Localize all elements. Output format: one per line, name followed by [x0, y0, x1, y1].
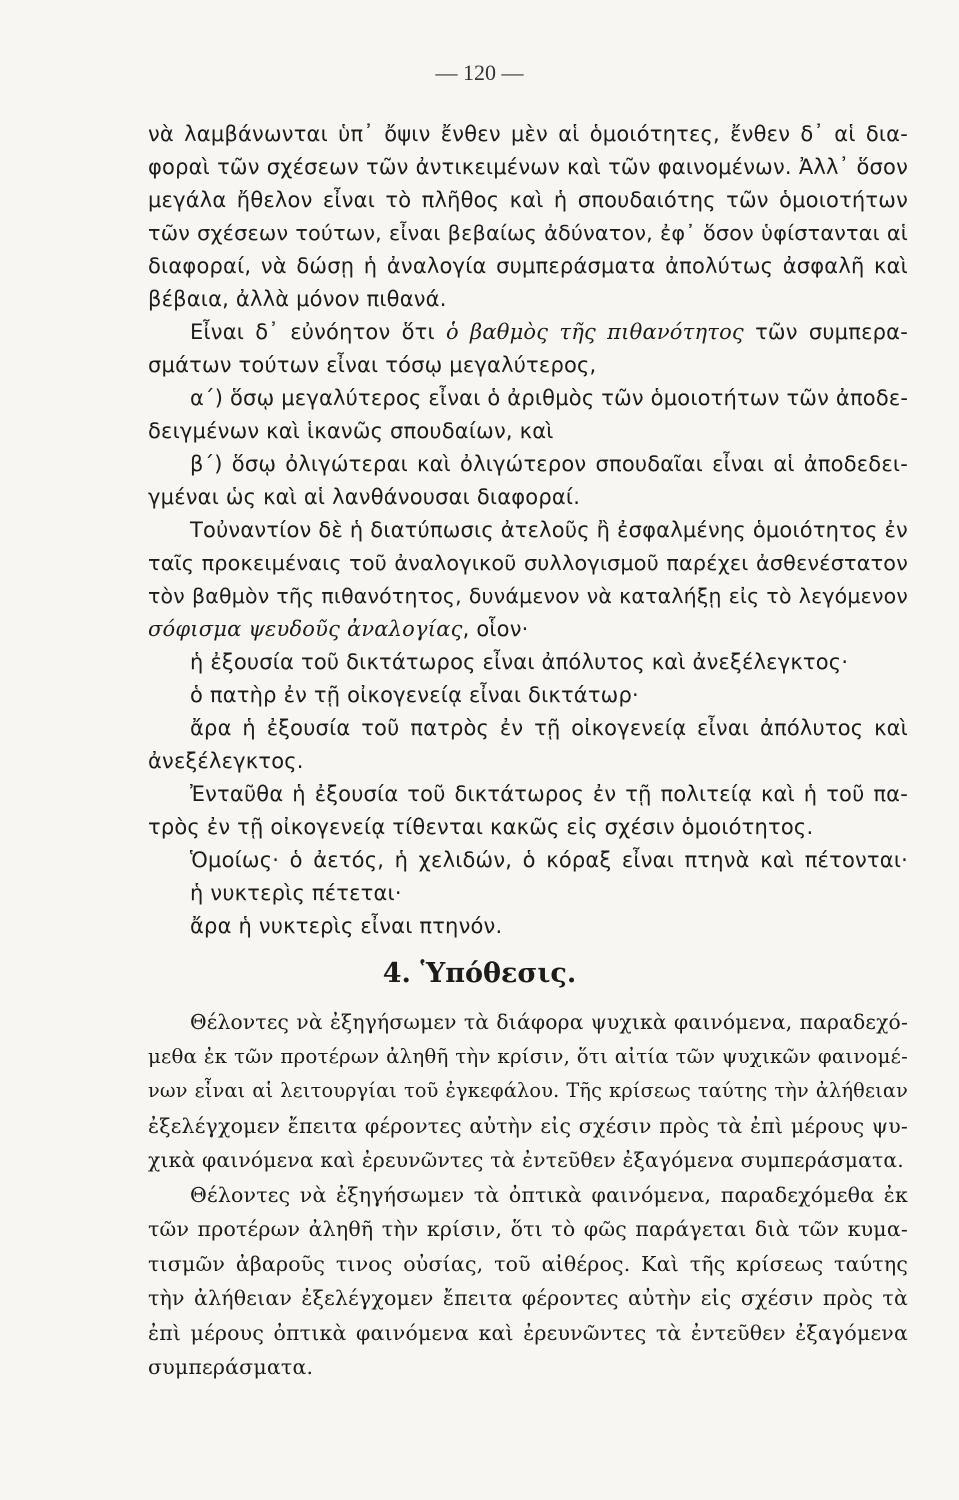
text-line: μεγάλα ἤθελον εἶναι τὸ πλῆθος καὶ ἡ σπουδαιότης τῶν ὁμοιοτήτων [148, 188, 908, 212]
text-line: βέβαια, ἀλλὰ μόνον πιθανά. [148, 287, 447, 311]
text-line: ἀνεξέλεγκτος. [148, 749, 304, 773]
text-line: ἡ ἐξουσία τοῦ δικτάτωρος εἶναι ἀπόλυτος καὶ ἀνεξέλεγκτος· [190, 650, 849, 674]
section-hypothesis-text [148, 1005, 908, 1385]
page-number: — 120 — [435, 60, 524, 85]
text-line: Ἐνταῦθα ἡ ἐξουσία τοῦ δικτάτωρος ἐν τῇ πολιτείᾳ καὶ ἡ τοῦ πα- [190, 782, 908, 806]
text-line: σμάτων τούτων εἶναι τόσῳ μεγαλύτερος, [148, 353, 597, 377]
text-line: ἄρα ἡ ἐξουσία τοῦ πατρὸς ἐν τῇ οἰκογενείᾳ εἶναι ἀπόλυτος καὶ [190, 716, 908, 740]
text-line: γμέναι ὡς καὶ αἱ λανθάνουσαι διαφοραί. [148, 485, 581, 509]
text-line: δειγμένων καὶ ἱκανῶς σπουδαίων, καὶ [148, 419, 554, 443]
text-line-mixed [148, 316, 908, 349]
section-analogy-text [148, 118, 908, 943]
text-line: χικὰ φαινόμενα καὶ ἐρευνῶντες τὰ ἐντεῦθεν ἐξαγόμενα συμπεράσματα. [148, 1148, 904, 1172]
text-line: τὸν βαθμὸν τῆς πιθανότητος, δυνάμενον νὰ καταλήξῃ εἰς τὸ λεγόμενον [148, 584, 908, 608]
text-line: α´) ὅσῳ μεγαλύτερος εἶναι ὁ ἀριθμὸς τῶν ὁμοιοτήτων τῶν ἀποδε- [190, 386, 908, 410]
text-span: Εἶναι δ᾽ εὐνόητον ὅτι [190, 320, 446, 344]
text-span: , οἷον· [462, 617, 529, 641]
text-line: ἐξελέγχομεν ἔπειτα φέροντες αὐτὴν εἰς σχέσιν πρὸς τὰ ἐπὶ μέρους ψυ- [148, 1113, 908, 1138]
text-line: ὁ πατὴρ ἐν τῇ οἰκογενείᾳ εἶναι δικτάτωρ· [190, 683, 639, 707]
section-heading: 4. Ὑπόθεσις. [382, 958, 577, 989]
text-line: τῶν προτέρων ἀληθῆ τὴν κρίσιν, ὅτι τὸ φῶς παράγεται διὰ τῶν κυμα- [148, 1217, 908, 1241]
text-line: ἡ νυκτερὶς πέτεται· [190, 881, 402, 905]
text-span: τῶν συμπερα- [743, 320, 908, 344]
text-line: Ὁμοίως· ὁ ἀετός, ἡ χελιδών, ὁ κόραξ εἶναι πτηνὰ καὶ πέτονται· [190, 848, 908, 872]
text-line: ἐπὶ μέρους ὀπτικὰ φαινόμενα καὶ ἐρευνῶντες τὰ ἐντεῦθεν ἐξαγόμενα [148, 1320, 908, 1345]
text-line: νων εἶναι αἱ λειτουργίαι τοῦ ἐγκεφάλου. Τῆς κρίσεως ταύτης τὴν ἀλήθειαν [148, 1079, 908, 1102]
text-line: Θέλοντες νὰ ἐξηγήσωμεν τὰ διάφορα ψυχικὰ φαινόμενα, παραδεχό- [190, 1010, 908, 1034]
text-line-mixed [148, 613, 908, 646]
italic-term: σόφισμα ψευδοῦς ἀναλογίας [148, 617, 463, 641]
text-line: Τοὐναντίον δὲ ἡ διατύπωσις ἀτελοῦς ἢ ἐσφαλμένης ὁμοιότητος ἐν [190, 518, 908, 542]
italic-term: ὁ βαθμὸς τῆς πιθανότητος [445, 320, 744, 344]
text-line: ἄρα ἡ νυκτερὶς εἶναι πτηνόν. [190, 914, 503, 938]
text-line: τισμῶν ἀβαροῦς τινος οὐσίας, τοῦ αἰθέρος. Καὶ τῆς κρίσεως ταύτης [148, 1251, 908, 1276]
text-line: ταῖς προκειμέναις τοῦ ἀναλογικοῦ συλλογισμοῦ παρέχει ἀσθενέστατον [148, 551, 908, 575]
text-line: διαφοραί, νὰ δώσῃ ἡ ἀναλογία συμπεράσματα ἀπολύτως ἀσφαλῆ καὶ [148, 254, 908, 278]
text-line: μεθα ἐκ τῶν προτέρων ἀληθῆ τὴν κρίσιν, ὅτι αἰτία τῶν ψυχικῶν φαινομέ- [148, 1044, 908, 1068]
text-line: τρὸς ἐν τῇ οἰκογενείᾳ τίθενται κακῶς εἰς σχέσιν ὁμοιότητος. [148, 815, 814, 839]
text-line: τῶν σχέσεων τούτων, εἶναι βεβαίως ἀδύνατον, ἐφ᾽ ὅσον ὑφίστανται αἱ [148, 221, 908, 245]
text-line: β´) ὅσῳ ὀλιγώτεραι καὶ ὀλιγώτερον σπουδαῖαι εἶναι αἱ ἀποδεδει- [190, 452, 908, 476]
text-line: Θέλοντες νὰ ἐξηγήσωμεν τὰ ὀπτικὰ φαινόμενα, παραδεχόμεθα ἐκ [190, 1182, 908, 1207]
text-line: τὴν ἀλήθειαν ἐξελέγχομεν ἔπειτα φέροντες αὐτὴν εἰς σχέσιν πρὸς τὰ [148, 1286, 908, 1310]
text-line: συμπεράσματα. [148, 1355, 314, 1379]
text-line: φοραὶ τῶν σχέσεων τῶν ἀντικειμένων καὶ τῶν φαινομένων. Ἀλλ᾽ ὅσον [148, 155, 908, 179]
text-line: νὰ λαμβάνωνται ὑπ᾽ ὄψιν ἔνθεν μὲν αἱ ὁμοιότητες, ἔνθεν δ᾽ αἱ δια- [148, 122, 908, 146]
